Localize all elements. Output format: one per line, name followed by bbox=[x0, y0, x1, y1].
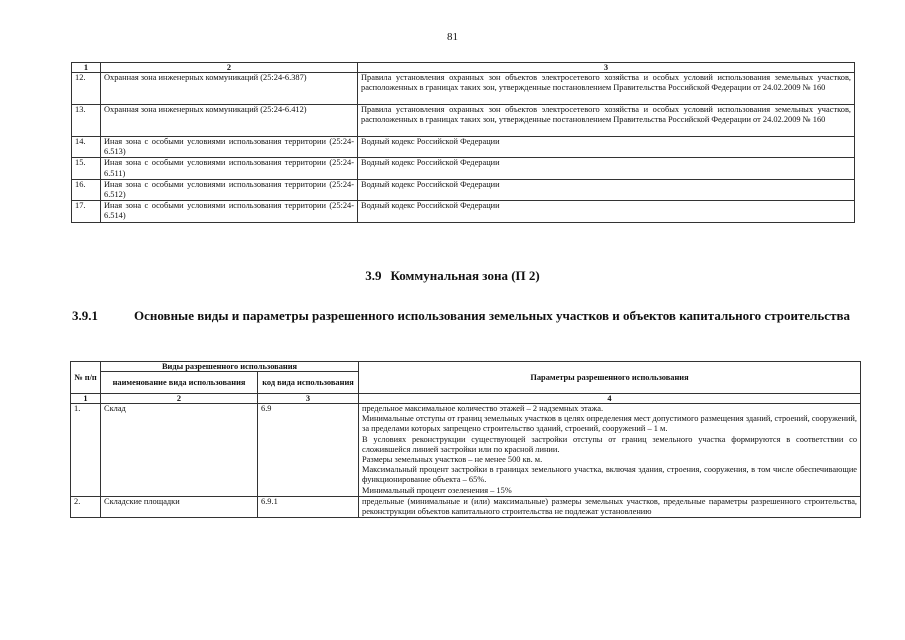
row-number: 15. bbox=[72, 158, 101, 179]
uses-group-header: Виды разрешенного использования bbox=[101, 362, 359, 372]
regulating-document: Водный кодекс Российской Федерации bbox=[358, 201, 855, 222]
regulating-document: Водный кодекс Российской Федерации bbox=[358, 179, 855, 200]
parameter-line: Минимальные отступы от границ земельных участков в целях определения мест допустимого размещения зданий, строений, сооружений, за пределами которых запрещено строительство зданий, строений, сооружений – 1 м. bbox=[362, 414, 858, 434]
table-row bbox=[72, 73, 855, 105]
protection-zones-table bbox=[71, 62, 855, 223]
column-number-1: 1 bbox=[72, 63, 101, 73]
parameter-line: Минимальный процент озеленения – 15% bbox=[362, 485, 512, 495]
use-code-header: код вида использования bbox=[258, 372, 359, 394]
parameters-header: Параметры разрешенного использования bbox=[359, 362, 861, 394]
section-number: 3.9 bbox=[365, 268, 382, 283]
zone-name: Иная зона с особыми условиями использования территории (25:24-6.512) bbox=[101, 179, 358, 200]
regulating-document: Водный кодекс Российской Федерации bbox=[358, 137, 855, 158]
section-heading bbox=[0, 268, 905, 284]
column-index: 2 bbox=[101, 394, 258, 404]
table-row bbox=[72, 179, 855, 200]
table-row bbox=[71, 496, 861, 517]
zone-name: Охранная зона инженерных коммуникаций (25:24-6.387) bbox=[101, 73, 358, 105]
column-index-row bbox=[71, 394, 861, 404]
number-header: № п/п bbox=[71, 362, 101, 394]
column-number-2: 2 bbox=[101, 63, 358, 73]
column-number-3: 3 bbox=[358, 63, 855, 73]
column-index: 4 bbox=[359, 394, 861, 404]
regulating-document: Водный кодекс Российской Федерации bbox=[358, 158, 855, 179]
table-row bbox=[72, 201, 855, 222]
table-row bbox=[71, 404, 861, 497]
use-name: Склад bbox=[101, 404, 258, 497]
column-index: 3 bbox=[258, 394, 359, 404]
page-number: 81 bbox=[447, 31, 458, 43]
table-row bbox=[72, 158, 855, 179]
row-number: 12. bbox=[72, 73, 101, 105]
subsection-number: 3.9.1 bbox=[72, 308, 98, 323]
table-header-row bbox=[71, 362, 861, 372]
zone-name: Иная зона с особыми условиями использования территории (25:24-6.514) bbox=[101, 201, 358, 222]
row-number: 17. bbox=[72, 201, 101, 222]
row-number: 13. bbox=[72, 105, 101, 137]
use-name: Складские площадки bbox=[101, 496, 258, 517]
use-name-header: наименование вида использования bbox=[101, 372, 258, 394]
permitted-uses-table bbox=[70, 361, 861, 518]
parameter-line: В условиях реконструкции существующей застройки отступы от границ земельного участка формируются в соответствии со сложившейся линией застройки или по красной линии. bbox=[362, 434, 858, 454]
subsection-heading bbox=[72, 307, 862, 325]
row-number: 14. bbox=[72, 137, 101, 158]
parameter-line: Размеры земельных участков – не менее 500 кв. м. bbox=[362, 455, 543, 465]
regulating-document: Правила установления охранных зон объектов электросетевого хозяйства и особых условий использования земельных участков, расположенных в границах таких зон, утвержденные постановлением Правительства Российской Федерации от 24.02.2009 № 160 bbox=[358, 105, 855, 137]
parameter-line: Максимальный процент застройки в границах земельного участка, включая здания, строения, сооружения, в том числе обеспечивающие функционирование объекта – 65%. bbox=[362, 465, 858, 485]
use-code: 6.9 bbox=[258, 404, 359, 497]
section-title: Коммунальная зона (П 2) bbox=[390, 268, 540, 283]
regulating-document: Правила установления охранных зон объектов электросетевого хозяйства и особых условий использования земельных участков, расположенных в границах таких зон, утвержденные постановлением Правительства Российской Федерации от 24.02.2009 № 160 bbox=[358, 73, 855, 105]
use-code: 6.9.1 bbox=[258, 496, 359, 517]
parameter-line: предельное максимальное количество этажей – 2 надземных этажа. bbox=[362, 404, 604, 413]
row-number: 2. bbox=[71, 496, 101, 517]
zone-name: Охранная зона инженерных коммуникаций (25:24-6.412) bbox=[101, 105, 358, 137]
row-number: 1. bbox=[71, 404, 101, 497]
subsection-title: Основные виды и параметры разрешенного использования земельных участков и объектов капитального строительства bbox=[134, 308, 850, 323]
use-parameters bbox=[359, 404, 861, 497]
table-header-row bbox=[72, 63, 855, 73]
table-row bbox=[72, 137, 855, 158]
use-parameters bbox=[359, 496, 861, 517]
row-number: 16. bbox=[72, 179, 101, 200]
column-index: 1 bbox=[71, 394, 101, 404]
zone-name: Иная зона с особыми условиями использования территории (25:24-6.513) bbox=[101, 137, 358, 158]
zone-name: Иная зона с особыми условиями использования территории (25:24-6.511) bbox=[101, 158, 358, 179]
parameter-line: предельные (минимальные и (или) максимальные) размеры земельных участков, предельные параметры разрешенного строительства, реконструкции объектов капитального строительства не подлежат установлению bbox=[362, 496, 858, 517]
table-row bbox=[72, 105, 855, 137]
